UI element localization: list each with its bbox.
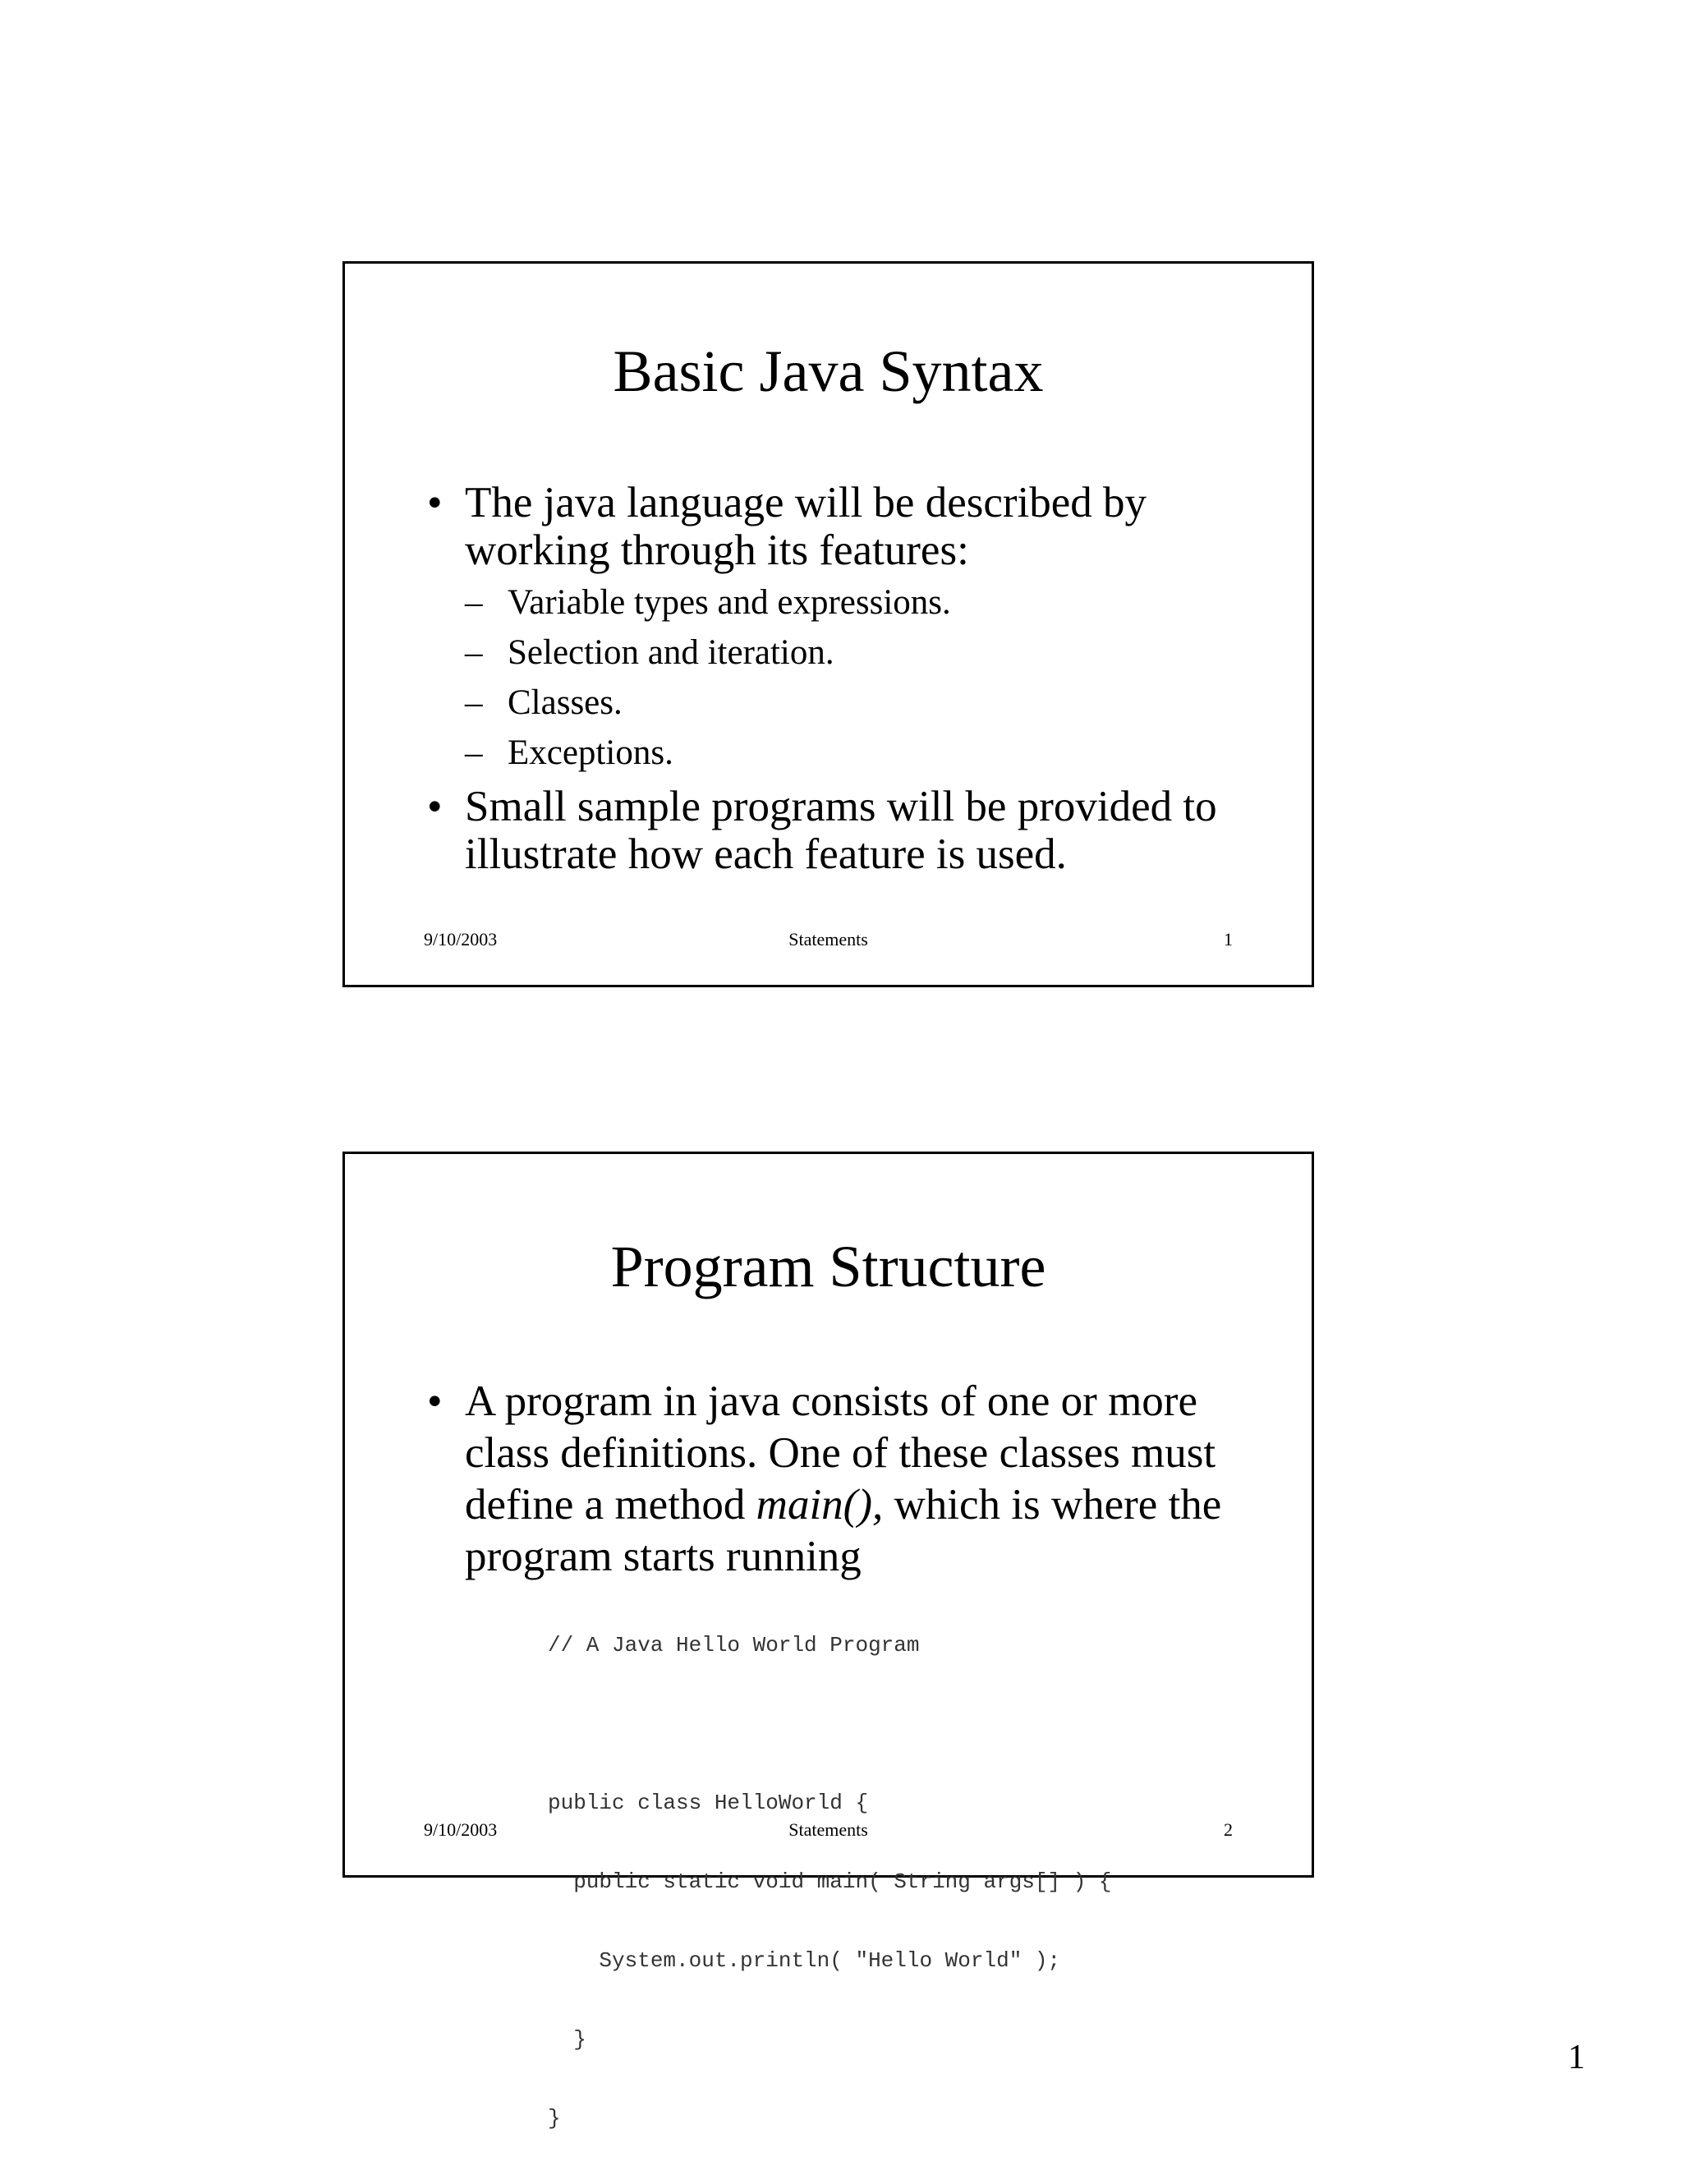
- page-number: 1: [1568, 2039, 1585, 2076]
- code-line: }: [548, 2027, 586, 2052]
- dash-icon: –: [465, 733, 483, 772]
- bullet-item: [424, 1376, 1229, 1583]
- bullet-list: [424, 1376, 1229, 1583]
- sub-item: [465, 728, 1238, 778]
- slide-title: Basic Java Syntax: [613, 338, 1044, 404]
- sub-item-text: Exceptions.: [508, 733, 673, 772]
- code-line: public static void main( String args[] ) {: [548, 1869, 1112, 1894]
- code-line: }: [548, 2106, 561, 2131]
- bullet-text: The java language will be described by working through its features:: [465, 479, 1147, 574]
- dash-icon: –: [465, 683, 483, 722]
- code-line: [548, 1711, 1112, 1737]
- bullet-icon: •: [427, 783, 443, 830]
- sub-item-text: Variable types and expressions.: [508, 583, 951, 622]
- sub-item-text: Classes.: [508, 683, 623, 722]
- footer-label: Statements: [788, 929, 868, 949]
- code-line: // A Java Hello World Program: [548, 1633, 920, 1658]
- bullet-text-end: which is where the program starts running: [465, 1481, 1222, 1580]
- code-line: public class HelloWorld {: [548, 1791, 869, 1815]
- code-line: System.out.println( "Hello World" );: [548, 1948, 1061, 1973]
- bullet-text: A program in java consists of one or more class definitions. One of these classes must define a method: [465, 1377, 1216, 1529]
- bullet-icon: •: [427, 479, 443, 526]
- slide-2: [342, 1152, 1314, 2131]
- slide-title: Program Structure: [610, 1234, 1046, 1299]
- sub-item: [465, 628, 1238, 678]
- footer-label: Statements: [788, 1819, 868, 1840]
- sub-item: [465, 678, 1238, 728]
- dash-icon: –: [465, 583, 483, 622]
- footer-slide-number: 2: [1224, 1819, 1233, 1840]
- bullet-emphasis: main(),: [756, 1481, 884, 1529]
- bullet-item: [424, 783, 1238, 878]
- bullet-icon: •: [427, 1377, 443, 1425]
- bullet-item: [424, 479, 1238, 778]
- footer-slide-number: 1: [1224, 929, 1233, 949]
- sub-item-text: Selection and iteration.: [508, 633, 834, 672]
- slide-1: [342, 261, 1314, 987]
- bullet-list: [424, 479, 1238, 878]
- sub-list: [465, 577, 1238, 778]
- sub-item: [465, 577, 1238, 628]
- footer-date: 9/10/2003: [424, 929, 498, 949]
- footer-date: 9/10/2003: [424, 1819, 498, 1840]
- code-block: [548, 1579, 1112, 2184]
- bullet-text: Small sample programs will be provided to illustrate how each feature is used.: [465, 783, 1217, 878]
- dash-icon: –: [465, 633, 483, 672]
